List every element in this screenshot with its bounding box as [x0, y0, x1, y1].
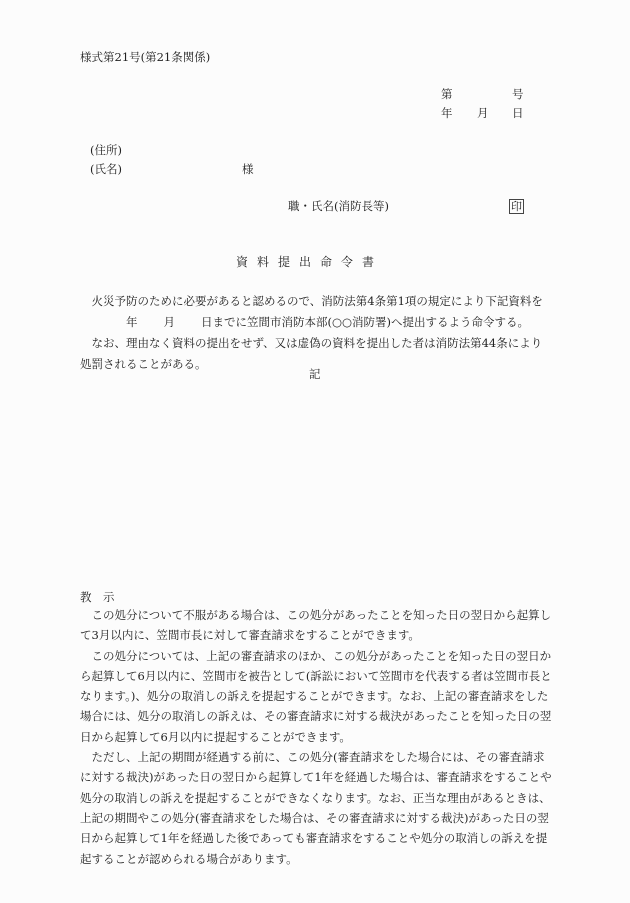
- order-line-2: 年 月 日までに笠間市消防本部(○○消防署)へ提出するよう命令する。: [126, 315, 530, 329]
- notice-body: [80, 605, 552, 869]
- address-label: (住所): [90, 143, 122, 157]
- notice-paragraph-1: この処分について不服がある場合は、この処分があったことを知った日の翌日から起算して3月以内に、笠間市長に対して審査請求をすることができます。: [80, 608, 552, 643]
- form-number: 様式第21号(第21条関係): [80, 50, 211, 64]
- order-body: [80, 291, 552, 375]
- name-label: (氏名): [90, 162, 122, 176]
- date-month: 月: [477, 106, 489, 120]
- notice-heading: 教 示: [80, 590, 115, 604]
- seal-mark: 印: [511, 200, 522, 213]
- issuer-title-label: 職・氏名(消防長等): [288, 199, 389, 213]
- ki-mark: 記: [309, 367, 321, 381]
- date-year: 年: [441, 106, 453, 120]
- honorific: 様: [242, 162, 254, 176]
- doc-number-suffix: 号: [512, 87, 524, 101]
- order-paragraph-2: なお、理由なく資料の提出をせず、又は虚偽の資料を提出した者は消防法第44条により処罰されることがある。: [80, 336, 543, 371]
- date-day: 日: [512, 106, 524, 120]
- document-title: 資料提出命令書: [236, 255, 384, 269]
- doc-number-prefix: 第: [441, 87, 453, 101]
- order-line-1: 火災予防のために必要があると認めるので、消防法第4条第1項の規定により下記資料を: [91, 294, 543, 308]
- notice-paragraph-2: この処分については、上記の審査請求のほか、この処分があったことを知った日の翌日から起算して6月以内に、笠間市を被告として(訴訟において笠間市を代表する者は笠間市長となります。)、処分の取消しの訴えを提起することができます。なお、上記の審査請求をした場合には、処分の取消しの訴えは、その審査請求に対する裁決があったことを知った日の翌日から起算して6月以内に提起することができます。: [80, 648, 552, 744]
- notice-paragraph-3: ただし、上記の期間が経過する前に、この処分(審査請求をした場合には、その審査請求に対する裁決)があった日の翌日から起算して1年を経過した場合は、審査請求をすることや処分の取消しの訴えを提起することができなくなります。なお、正当な理由があるときは、上記の期間やこの処分(審査請求をした場合は、その審査請求に対する裁決)があった日の翌日から起算して1年を経過した後であっても審査請求をすることや処分の取消しの訴えを提起することが認められる場合があります。: [80, 750, 552, 866]
